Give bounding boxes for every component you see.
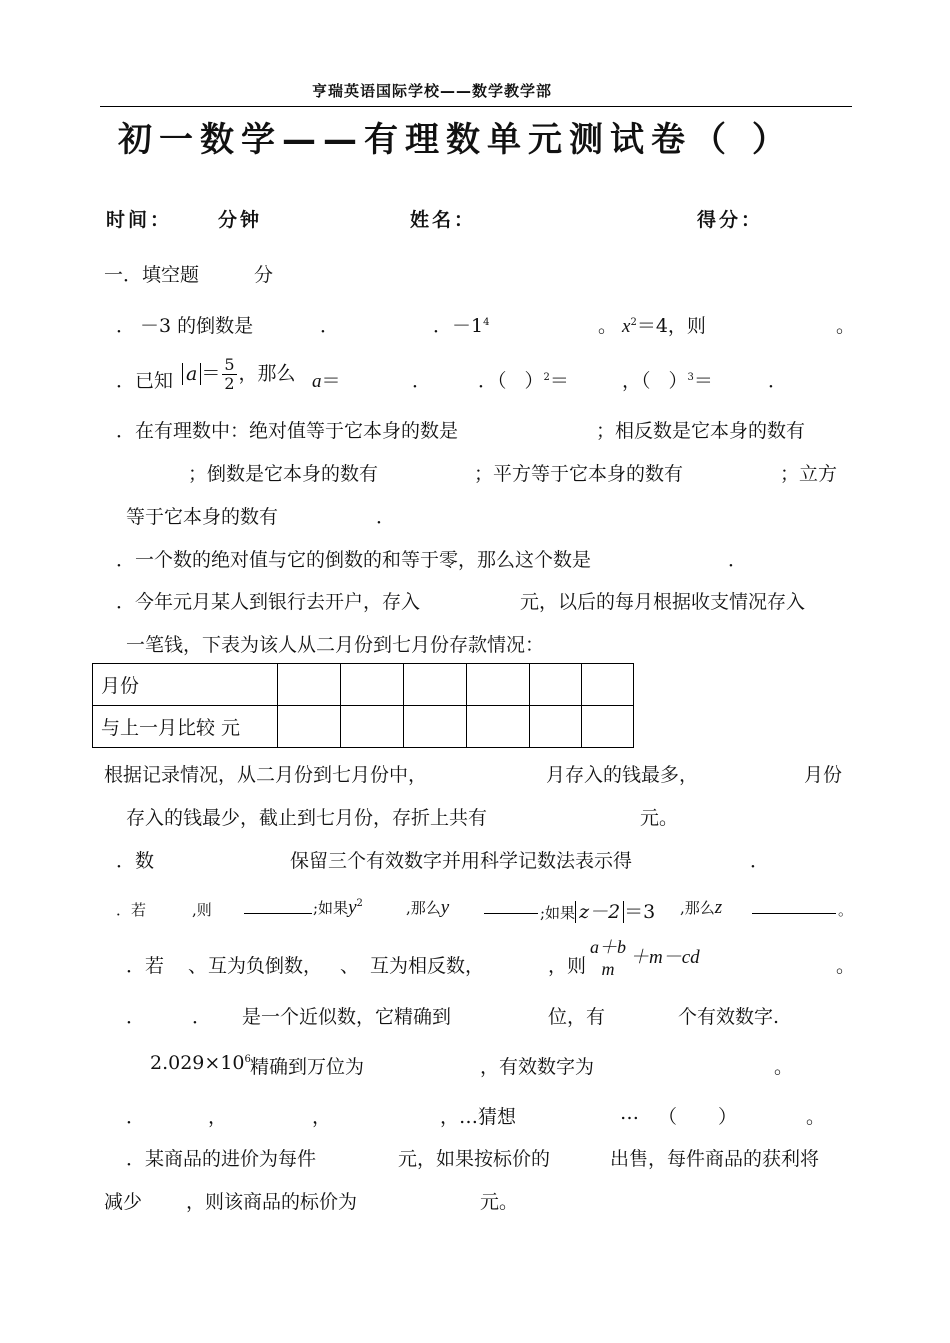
q11-c2: ，: [312, 1106, 332, 1128]
name-label: 姓名：: [410, 209, 477, 231]
table-cell: [404, 706, 467, 748]
q2-cube: ，（ ）$^3$＝: [622, 370, 713, 392]
q1-text: －3 的倒数是: [140, 315, 254, 337]
q9-dot: ．: [192, 1006, 212, 1028]
q10-number: $2.029\times 10^6$: [150, 1052, 251, 1074]
table-cell: [530, 706, 582, 748]
q7-if-z: ;如果 z－2 ＝3: [540, 901, 656, 923]
q1-end: 。: [836, 315, 856, 337]
q4-text: ．一个数的绝对值与它的倒数的和等于零，那么这个数是: [116, 549, 592, 571]
q7-end: 。: [838, 901, 854, 919]
q10-text2: ，有效数字为: [480, 1056, 595, 1078]
q11-lead: ．: [126, 1106, 146, 1128]
q2-end: ．: [768, 370, 788, 392]
q11-guess: ，…猜想: [440, 1106, 517, 1128]
table-cell: [467, 664, 530, 706]
q8-sep2: 、: [340, 955, 360, 977]
q9-lead: ．: [126, 1006, 146, 1028]
q9-text2: 位，有: [548, 1006, 606, 1028]
q8-lead: ．若: [126, 955, 165, 977]
q7-blank-2: [484, 899, 538, 914]
table-cell: [341, 664, 404, 706]
table-row: [93, 664, 634, 706]
q6-lead: ．数: [116, 850, 155, 872]
q5-line4a: 存入的钱最少，截止到七月份，存折上共有: [126, 807, 488, 829]
table-row: [93, 706, 634, 748]
q3-line2b: ；平方等于它本身的数有: [474, 463, 684, 485]
table-cell: [278, 664, 341, 706]
page-title: 初一数学——有理数单元测试卷（ ）: [118, 120, 793, 160]
q1-expr: ．$-1^4$: [433, 315, 490, 337]
q7-blank-1: [244, 899, 312, 914]
q5-line3c: 月份: [804, 764, 843, 786]
q11-paren-close: ）: [718, 1106, 738, 1128]
q10-text1: 精确到万位为: [250, 1056, 365, 1078]
q9-text3: 个有效数字.: [678, 1006, 780, 1028]
q8-sep1: 、: [188, 955, 208, 977]
score-label: 得分：: [697, 209, 764, 231]
q1-eq: $x^2=4$，则: [622, 315, 706, 337]
q3-line3a: 等于它本身的数有: [126, 506, 279, 528]
q4-end: ．: [728, 549, 748, 571]
table-cell: [467, 706, 530, 748]
table-cell: [278, 706, 341, 748]
q7-blank-3: [752, 899, 836, 914]
q3-line3b: ．: [376, 506, 396, 528]
q12-line2c: 元。: [480, 1191, 519, 1213]
q3-line2a: ；倒数是它本身的数有: [188, 463, 379, 485]
school-header: 亨瑞英语国际学校——数学教学部: [312, 82, 553, 100]
q2-sq: ．（ ）$^2$＝: [478, 370, 569, 392]
q11-end: 。: [806, 1106, 826, 1128]
table-cell: [341, 706, 404, 748]
q8-text2: 互为相反数，: [370, 955, 485, 977]
q8-text1: 互为负倒数，: [208, 955, 323, 977]
q7-lead: ．若: [116, 901, 147, 919]
q5-line1a: ．今年元月某人到银行去开户，存入: [116, 591, 421, 613]
q2-a: a＝: [312, 370, 341, 392]
table-cell: [404, 664, 467, 706]
q5-line3b: 月存入的钱最多，: [546, 764, 699, 786]
q8-then: ，则: [548, 955, 587, 977]
q1-num: ．: [116, 315, 136, 337]
q9-text1: 是一个近似数，它精确到: [242, 1006, 452, 1028]
q12-line1a: ．某商品的进价为每件: [126, 1148, 317, 1170]
q5-line3a: 根据记录情况，从二月份到七月份中，: [104, 764, 428, 786]
table-header-change: 与上一月比较 元: [93, 706, 278, 748]
deposit-table: [92, 663, 634, 748]
table-cell: [530, 664, 582, 706]
q8-expression: a＋b m ＋m－cd: [590, 937, 700, 979]
q11-ellipsis: …: [620, 1102, 639, 1124]
q12-line1c: 出售，每件商品的获利将: [610, 1148, 820, 1170]
q11-c1: ，: [208, 1106, 228, 1128]
q12-line2b: ，则该商品的标价为: [186, 1191, 358, 1213]
q3-line1a: ．在有理数中：绝对值等于它本身的数是: [116, 420, 459, 442]
q11-paren-open: （: [658, 1106, 678, 1128]
table-cell: [582, 706, 634, 748]
q8-end: 。: [836, 955, 856, 977]
header-rule: [100, 106, 852, 107]
minutes-label: 分钟: [218, 209, 263, 231]
q5-line4b: 元。: [640, 807, 679, 829]
q7-then: ,则: [192, 901, 212, 919]
q5-line1b: 元，以后的每月根据收支情况存入: [520, 591, 806, 613]
q1-period: 。: [598, 315, 618, 337]
q7-if-y: ;如果$y^2$: [313, 897, 363, 918]
q2-abs-eq: a ＝ $\frac{5}{2}$ ，那么: [182, 356, 296, 393]
q1-dot: ．: [320, 315, 340, 337]
q7-then-z: ,那么z: [680, 897, 723, 918]
time-label: 时间：: [106, 209, 173, 231]
q10-end: 。: [774, 1056, 794, 1078]
table-header-month: 月份: [93, 664, 278, 706]
q3-line1b: ；相反数是它本身的数有: [596, 420, 806, 442]
q6-end: ．: [750, 850, 770, 872]
q5-line2: 一笔钱，下表为该人从二月份到七月份存款情况：: [126, 634, 545, 656]
q3-line2c: ；立方: [780, 463, 838, 485]
q2-lead: ．已知: [116, 370, 174, 392]
q12-line1b: 元，如果按标价的: [398, 1148, 551, 1170]
q2-dot1: ．: [412, 370, 432, 392]
table-cell: [582, 664, 634, 706]
section-title: 一．填空题: [104, 264, 200, 286]
q6-text: 保留三个有效数字并用科学记数法表示得: [290, 850, 633, 872]
section-points: 分: [254, 264, 274, 286]
q7-then-y: ,那么y: [406, 897, 450, 918]
q12-line2a: 减少: [104, 1191, 143, 1213]
